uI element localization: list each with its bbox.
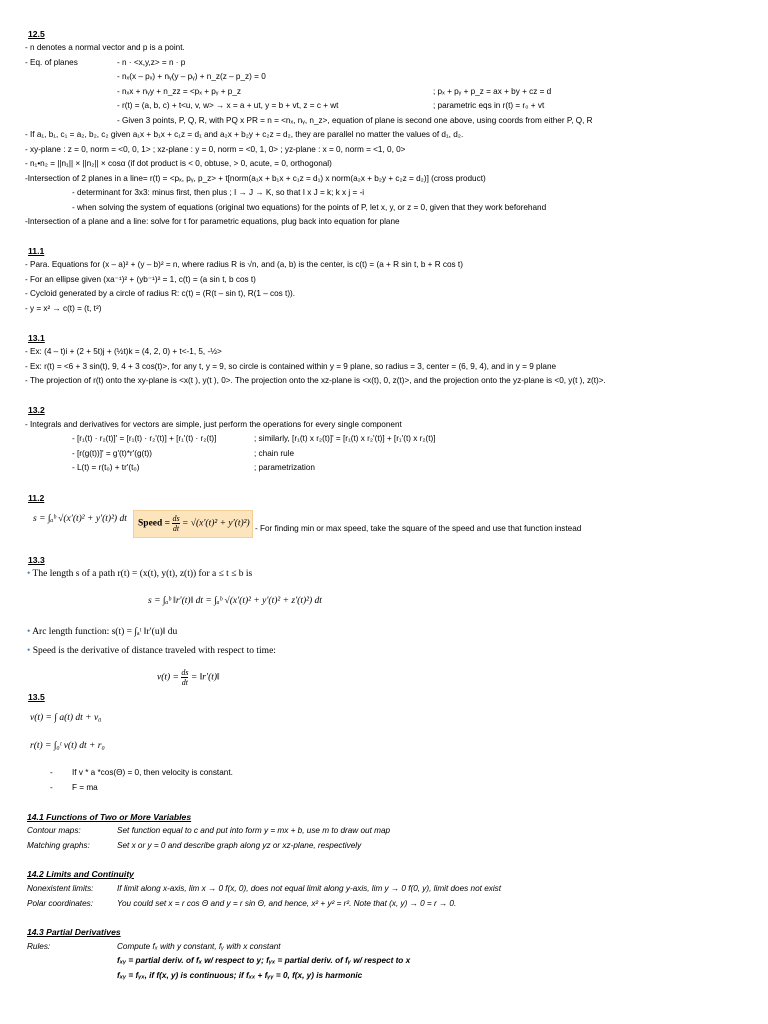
row-text: Set function equal to c and put into form y = mx + b, use m to draw out map — [117, 826, 391, 835]
text-line: F = ma — [72, 783, 98, 792]
row-label: Rules: — [27, 942, 51, 951]
section-heading-13-1: 13.1 — [28, 333, 45, 343]
row-label: Polar coordinates: — [27, 899, 93, 908]
speed-rhs: = √(x′(t)² + y′(t)²) — [181, 518, 250, 529]
eq-planes-label: - Eq. of planes — [25, 58, 78, 67]
eq-plane-3: - nₓx + nᵧy + n_zz = <pₓ + pᵧ + p_z — [117, 87, 241, 96]
speed-label: Speed = — [138, 518, 171, 529]
text-line: - L(t) = r(t₀) + tr'(t₀) — [72, 463, 140, 472]
eq-plane-2: - nₓ(x – pₓ) + nᵧ(y – pᵧ) + n_z(z – p_z) = 0 — [117, 72, 266, 81]
row-text: fₓᵧ = fᵧₓ, if f(x, y) is continuous; if fₓₓ + fᵧᵧ = 0, f(x, y) is harmonic — [117, 971, 363, 980]
text-line: - For an ellipse given (xa⁻¹)² + (yb⁻¹)² = 1, c(t) = (a sin t, b cos t) — [25, 275, 256, 284]
speed-derivative-formula: v(t) = $\frac{ds}{dt}$ = ‖r′(t)‖ — [157, 668, 220, 687]
dash-marker: - — [50, 768, 53, 777]
row-text: fₓᵧ = partial deriv. of fₓ w/ respect to y; fᵧₓ = partial deriv. of fᵧ w/ respect to x — [117, 956, 411, 965]
section-heading-11-1: 11.1 — [28, 246, 45, 256]
speed-formula — [138, 514, 250, 533]
eq-plane-1: - n · <x,y,z> = n · p — [117, 58, 186, 67]
row-text: Compute fₓ with y constant, fᵧ with x constant — [117, 942, 281, 951]
section-heading-13-2: 13.2 — [28, 405, 45, 415]
text-line: - determinant for 3x3: minus first, then plus ; I → J → K, so that I x J = k; k x j = -i — [72, 188, 365, 197]
velocity-formula: v(t) = ∫ a(t) dt + v₀ — [30, 713, 102, 723]
text-line: - If a₁, b₁, c₁ = a₂, b₂, c₂ given a₁x + b₁x + c₁z = d₁ and a₂x + b₂y + c₂z = d₂, they are parallel no matter the values of d₁, d₂. — [25, 130, 464, 139]
section-heading-14-1: 14.1 Functions of Two or More Variables — [27, 812, 192, 822]
row-text: If limit along x-axis, lim x → 0 f(x, 0), does not equal limit along y-axis, lim y → 0 f(0, y), limit does not exist — [117, 884, 502, 893]
text-line-note: ; parametrization — [254, 463, 315, 472]
text-line: If v * a *cos(Θ) = 0, then velocity is constant. — [72, 768, 233, 777]
text-line: -Intersection of 2 planes in a line= r(t) = <pₓ, pᵧ, p_z> + t[norm(a₁x + b₁x + c₁z = d₁) x norm(a₂x + b₂y + c₂z = d₂)] (cross product) — [25, 174, 486, 183]
text-line: - Integrals and derivatives for vectors are simple, just perform the operations for every single component — [25, 420, 402, 429]
position-formula: r(t) = ∫₀ᵗ v(t) dt + r₀ — [30, 741, 105, 751]
text-line: -Intersection of a plane and a line: solve for t for parametric equations, plug back into equation for plane — [25, 217, 400, 226]
section-heading-11-2: 11.2 — [28, 493, 45, 503]
text-line: - [r₁(t) · r₂(t)]' = [r₁(t) · r₂'(t)] + [r₁'(t) · r₂(t)] — [72, 434, 217, 443]
section-heading-14-2: 14.2 Limits and Continuity — [27, 869, 134, 879]
text-line: - Ex: r(t) = <6 + 3 sin(t), 9, 4 + 3 cos(t)>, for any t, y = 9, so circle is contained within y = 9 plane, so radius = 3, center = (6, 9, 4), and in y = 9 plane — [25, 362, 557, 371]
bullet-icon: • — [27, 569, 31, 579]
row-label: Matching graphs: — [27, 841, 90, 850]
bullet-icon: • — [27, 627, 31, 637]
bullet-item: • The length s of a path r(t) = (x(t), y(t), z(t)) for a ≤ t ≤ b is — [27, 569, 253, 579]
text-line: - For finding min or max speed, take the square of the speed and use that function instead — [255, 524, 582, 533]
section-heading-13-5: 13.5 — [28, 692, 45, 702]
dash-marker: - — [50, 783, 53, 792]
text-line: - Para. Equations for (x – a)² + (y – b)² = n, where radius R is √n, and (a, b) is the center, is c(t) = (a + R sin t, b + R cos t) — [25, 260, 463, 269]
row-label: Nonexistent limits: — [27, 884, 94, 893]
text-line-note: ; chain rule — [254, 449, 295, 458]
text-line: - xy-plane : z = 0, norm = <0, 0, 1> ; xz-plane : y = 0, norm = <0, 1, 0> ; yz-plane : x = 0, norm = <1, 0, 0> — [25, 145, 406, 154]
text-line: - The projection of r(t) onto the xy-plane is <x(t ), y(t ), 0>. The projection onto the xz-plane is <x(t), 0, z(t)>, and the projection onto the yz-plane is <0, y(t ), z(t)>. — [25, 376, 606, 385]
row-label: Contour maps: — [27, 826, 81, 835]
bullet-icon: • — [27, 646, 31, 656]
text-line: - when solving the system of equations (original two equations) for the points of P, let x, y, or z = 0, given that they work beforehand — [72, 203, 547, 212]
bullet-item: • Speed is the derivative of distance traveled with respect to time: — [27, 646, 276, 656]
section-heading-12-5: 12.5 — [28, 29, 45, 39]
eq-plane-4: - r(t) = (a, b, c) + t<u, v, w> → x = a + ut, y = b + vt, z = c + wt — [117, 101, 339, 110]
text-line: - y = x² → c(t) = (t, t²) — [25, 304, 102, 313]
text-line: - [r(g(t))]' = g'(t)*r'(g(t)) — [72, 449, 152, 458]
eq-plane-5: - Given 3 points, P, Q, R, with PQ x PR = n = <nₓ, nᵧ, n_z>, equation of plane is second one above, using coords from either P, Q, R — [117, 116, 593, 125]
text-line: - n₁•n₂ = ||n₁|| × ||n₂|| × cosα (if dot product is < 0, obtuse, > 0, acute, = 0, orthogonal) — [25, 159, 332, 168]
text-line-note: ; similarly, [r₁(t) x r₂(t)]' = [r₁(t) x r₂'(t)] + [r₁'(t) x r₂(t)] — [254, 434, 436, 443]
path-length-formula: s = ∫ₐᵇ ‖r′(t)‖ dt = ∫ₐᵇ √(x′(t)² + y′(t)² + z′(t)²) dt — [148, 596, 322, 606]
bullet-item: • Arc length function: s(t) = ∫ₐᵗ ‖r′(u)‖ du — [27, 627, 178, 637]
row-text: You could set x = r cos Θ and y = r sin Θ, and hence, x² + y² = r². Note that (x, y) → 0 = r → 0. — [117, 899, 457, 908]
eq-plane-3-note: ; pₓ + pᵧ + p_z = ax + by + cz = d — [433, 87, 552, 96]
eq-plane-4-note: ; parametric eqs in r(t) = r₀ + vt — [433, 101, 545, 110]
row-text: Set x or y = 0 and describe graph along yz or xz-plane, respectively — [117, 841, 362, 850]
ds-dt-fraction: $\frac{ds}{dt}$ — [181, 668, 189, 687]
text-line: - Cycloid generated by a circle of radius R: c(t) = (R(t – sin t), R(1 – cos t)). — [25, 289, 296, 298]
text-line: - Ex: (4 – t)i + (2 + 5t)j + (½t)k = (4, 2, 0) + t<-1, 5, -½> — [25, 347, 222, 356]
text-line: - n denotes a normal vector and p is a point. — [25, 43, 185, 52]
ds-dt-fraction: $\frac{ds}{dt}$ — [172, 514, 180, 533]
section-heading-14-3: 14.3 Partial Derivatives — [27, 927, 121, 937]
section-heading-13-3: 13.3 — [28, 555, 45, 565]
arc-length-formula: s = ∫ₐᵇ √(x′(t)² + y′(t)²) dt — [33, 514, 127, 524]
